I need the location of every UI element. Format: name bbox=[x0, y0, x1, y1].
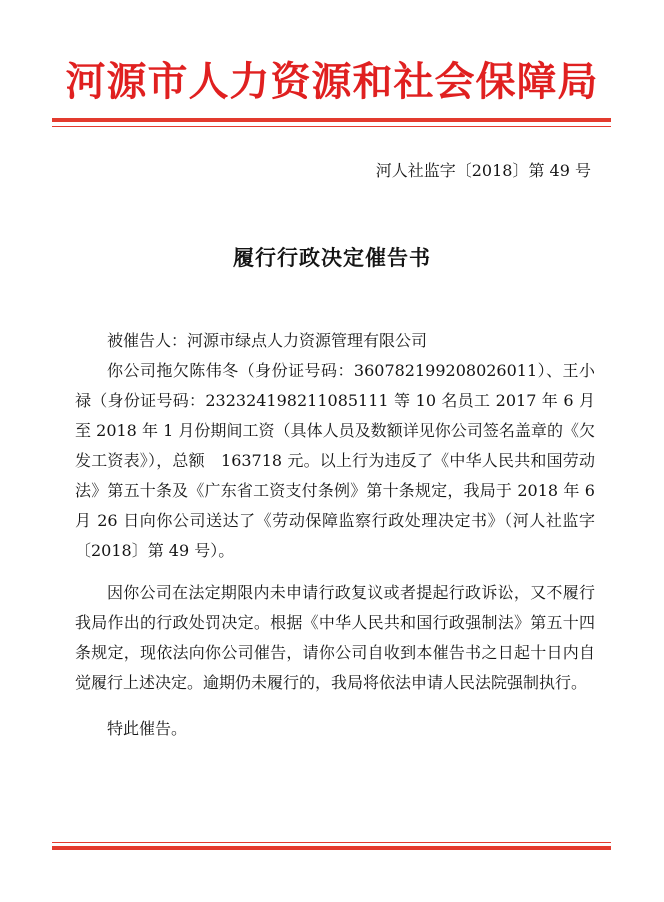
paragraph-demand: 因你公司在法定期限内未申请行政复议或者提起行政诉讼，又不履行我局作出的行政处罚决定。根据《中华人民共和国行政强制法》第五十四条规定，现依法向你公司催告，请你公司自收到本催告书之日起十日内自觉履行上述决定。逾期仍未履行的，我局将依法申请人民法院强制执行。 bbox=[75, 583, 595, 692]
header-rule-thick bbox=[52, 118, 611, 122]
footer-rule-thin bbox=[52, 842, 611, 843]
agency-header: 河源市人力资源和社会保障局 bbox=[65, 59, 599, 105]
recipient-line: 被催告人：河源市绿点人力资源管理有限公司 bbox=[107, 331, 428, 350]
closing-line: 特此催告。 bbox=[107, 719, 188, 738]
footer-rule-thick bbox=[52, 846, 611, 850]
header-rule-thin bbox=[52, 126, 611, 127]
document-body bbox=[75, 326, 595, 744]
document-number: 河人社监字〔2018〕第 49 号 bbox=[375, 161, 591, 180]
paragraph-facts: 你公司拖欠陈伟冬（身份证号码：36078219920802601​1）、王小禄（身份证号码：23232419821108511​1 等 10 名员工 2017 年 6 月至 2018 年 1 月份期间工资（具体人员及数额详见你公司签名盖章的《欠发工资表》），总额 163718 元。以上行为违反了《中华人民共和国劳动法》第五十条及《广东省工资支付条例》第十条规定，我局于 2018 年 6 月 26 日向你公司送达了《劳动保障监察行政处理决定书》（河人社监字〔2018〕第 49 号）。 bbox=[75, 361, 595, 560]
document-title: 履行行政决定催告书 bbox=[233, 246, 431, 270]
